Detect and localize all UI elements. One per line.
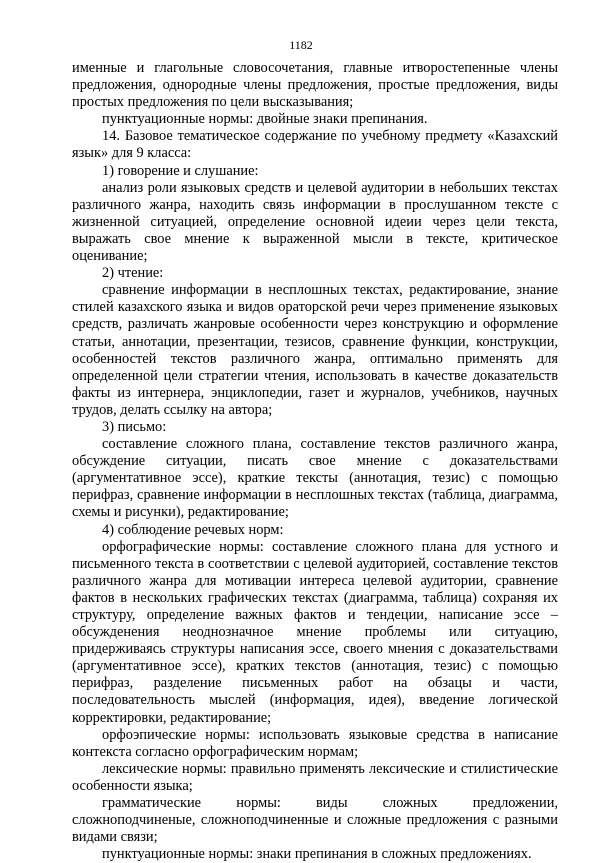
paragraph: составление сложного плана, составление текстов различного жанра, обсуждение ситуации, писать свое мнение с доказательствами (аргументативное эссе), краткие тексты (аннотация, тезис) с помощью перифраз, сравнение информации в несплошных текстах (таблица, диаграмма, схемы и рисунки), редактирование; (72, 436, 558, 521)
list-item: 1) говорение и слушание: (102, 162, 259, 179)
section-heading: 14. Базовое тематическое содержание по учебному предмету «Казахский язык» для 9 класса: (72, 128, 558, 162)
paragraph: сравнение информации в несплошных текстах, редактирование, знание стилей казахского языка и видов ораторской речи через применение языковых средств, различать жанровые особенности через конструкцию и оформление статьи, аннотации, презентации, тезисов, сравнение функции, конструкции, особенностей текстов различного жанра, оптимально применять для определенной цели стратегии чтения, использовать в качестве доказательств факты из интернера, энциклопедии, газет и журналов, учебников, научных трудов, делать ссылку на автора; (72, 282, 558, 418)
list-item: 3) письмо: (102, 418, 167, 435)
list-item: 2) чтение: (102, 265, 164, 282)
list-item: 4) соблюдение речевых норм: (102, 521, 284, 538)
paragraph: именные и глагольные словосочетания, главные итворостепенные члены предложения, однородные члены предложения, простые предложения, виды простых предложения по цели высказывания; (72, 60, 558, 111)
document-body (72, 60, 558, 863)
page-number: 1182 (289, 38, 313, 52)
paragraph: орфоэпические нормы: использовать языковые средства в написание контекста согласно орфографическим нормам; (72, 726, 558, 760)
paragraph: пунктуационные нормы: знаки препинания в сложных предложениях. (102, 846, 532, 863)
paragraph: орфографические нормы: составление сложного плана для устного и письменного текста в соответствии с целевой аудиторией, составление текстов различного жанра для мотивации интереса целевой аудитории, сравнение фактов в нескольких графических текстах (диаграмма, таблица) сохраняя их структуру, определение важных фактов и тендеции, написание эссе – обсужденения неоднозначное мнение проблемы или ситуацию, придерживаясь структуры написания эссе, своего мнения с доказательствами (аргументативное эссе), кратких текстов (аннотация, тезис) с помощью перифраз, разделение письменных работ на обзацы и части, последовательность мыслей (информация, идея), введение логической корректировки, редактирование; (72, 538, 558, 726)
paragraph: пунктуационные нормы: двойные знаки препинания. (102, 111, 428, 128)
paragraph: грамматические нормы: виды сложных предложении, сложноподчиненые, сложноподчиненные и сложные предложения с разными видами связи; (72, 795, 558, 846)
paragraph: анализ роли языковых средств и целевой аудитории в небольших текстах различного жанра, находить связь информации в прослушанном тексте с жизненной ситуацией, определение основной идеии через цели текста, выражать свое мнение к выраженной мысли в тексте, критическое оценивание; (72, 179, 558, 265)
paragraph: лексические нормы: правильно применять лексические и стилистические особенности языка; (72, 760, 558, 794)
